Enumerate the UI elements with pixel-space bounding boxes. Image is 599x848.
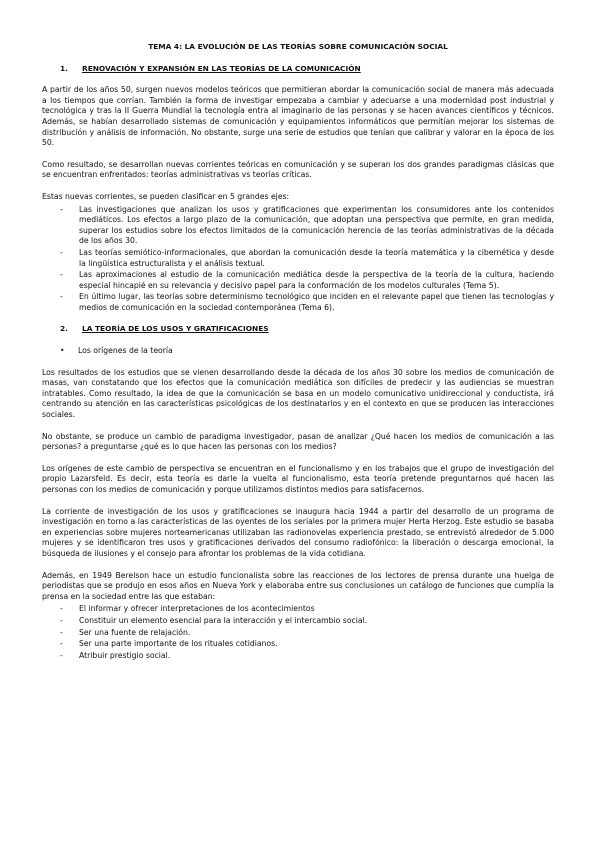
section-1-heading (60, 64, 554, 75)
list-item-text: En último lugar, las teorías sobre determinismo tecnológico que inciden en el relevante papel que tienen las tecnologías y medios de comunicación en la sociedad contemporánea (Tema 6). (79, 292, 554, 312)
paragraph: Como resultado, se desarrollan nuevas corrientes teóricas en comunicación y se superan los dos grandes paradigmas clásicas que se encuentran enfrentados: teorías administrativas vs teorías críticas. (42, 159, 554, 180)
dash-marker: - (60, 270, 63, 280)
paragraph: No obstante, se produce un cambio de paradigma investigador, pasan de analizar ¿Qué hacen los medios de comunicación a las personas? a preguntarse ¿qué es lo que hacen las personas con los medios? (42, 431, 554, 452)
paragraph: La corriente de investigación de los usos y gratificaciones se inaugura hacia 1944 a partir del desarrollo de un programa de investigación en torno a las características de las oyentes de los seriales por la primera mujer Herta Herzog. Este estudio se basaba en experiencias sobre mujeres norteamericanas utilizaban las radionovelas experiencia prestado, se entrevistó alrededor de 5.000 mujeres y se identificaron tres usos y gratificaciones derivados del consumo radiofónico: la liberación o descarga emocional, la búsqueda de ilusiones y el consejo para afrontar los problemas de la vida cotidiana. (42, 506, 554, 558)
list-item-text: Ser una fuente de relajación. (79, 627, 191, 637)
list-item-text: Atribuir prestigio social. (79, 650, 171, 660)
dash-marker: - (60, 639, 63, 649)
list-item (42, 604, 554, 615)
list-item (42, 628, 554, 639)
subheading-text: Los orígenes de la teoría (78, 346, 173, 356)
paragraph: Además, en 1949 Berelson hace un estudio funcionalista sobre las reacciones de los lectores de prensa durante una huelga de periodistas que se produjo en esos años en Nueva York y elaboraba entre sus conclusiones un catálogo de funciones que cumplía la prensa en la sociedad entre las que estaban: (42, 570, 554, 601)
dash-marker: - (60, 292, 63, 302)
list-item-text: Constituir un elemento esencial para la interacción y el intercambio social. (79, 615, 368, 625)
dash-marker: - (60, 627, 63, 637)
paragraph: Estas nuevas corrientes, se pueden clasificar en 5 grandes ejes: (42, 191, 290, 201)
dash-marker: - (60, 604, 63, 614)
section-1-list (42, 205, 554, 314)
list-item (42, 651, 554, 662)
list-item (42, 248, 554, 269)
list-item (42, 292, 554, 313)
list-item-text: Ser una parte importante de los rituales cotidianos. (79, 639, 278, 649)
list-item (42, 270, 554, 291)
list-item (42, 616, 554, 627)
paragraph: Los resultados de los estudios que se vienen desarrollando desde la década de los años 30 sobre los medios de comunicación de masas, van constatando que los efectos que la comunicación mediática son difíciles de predecir y las audiencias se muestran intratables. Como resultado, la idea de que la comunicación se basa en un modelo comunicativo unidireccional y conductista, irá centrando su atención en las características psicológicas de los destinatarios y en el contexto en que se producen las interacciones sociales. (42, 367, 554, 420)
list-item (42, 639, 554, 650)
section-1-number: 1. (60, 63, 68, 73)
section-2-list (42, 604, 554, 661)
list-item-text: Las teorías semiótico-informacionales, que abordan la comunicación desde la teoría matemática y la cibernética y desde la lingüística estructuralista y el análisis textual. (79, 247, 554, 268)
document-title: TEMA 4: LA EVOLUCIÓN DE LAS TEORÍAS SOBRE COMUNICACIÓN SOCIAL (148, 42, 448, 51)
paragraph: A partir de los años 50, surgen nuevos modelos teóricos que permitieran abordar la comunicación social de manera más adecuada a los tiempos que corrían. También la forma de investigar empezaba a cambiar y adecuarse a una modernidad post industrial y tecnológica y tras la II Guerra Mundial la tecnología entra al imaginario de las personas y se hacen avances científicos y técnicos. Además, se habían desarrollado sistemas de comunicación y equipamientos informáticos que permitían mejorar los sistemas de distribución y análisis de información. No obstante, surge una serie de estudios que tenían que calibrar y valorar en la época de los 50. (42, 85, 554, 148)
subheading (60, 346, 554, 357)
list-item-text: El informar y ofrecer interpretaciones de los acontecimientos (79, 604, 315, 614)
section-2-number: 2. (60, 324, 68, 334)
section-1-title: RENOVACIÓN Y EXPANSIÓN EN LAS TEORÍAS DE LA COMUNICACIÓN (82, 63, 361, 73)
dash-marker: - (60, 650, 63, 660)
section-2-title: LA TEORÍA DE LOS USOS Y GRATIFICACIONES (82, 324, 269, 334)
list-item (42, 205, 554, 247)
list-item-text: Las aproximaciones al estudio de la comunicación mediática desde la perspectiva de la teoría de la cultura, haciendo especial hincapié en su relevancia y decisivo papel para la conformación de los modelos culturales (Tema 5). (79, 270, 554, 290)
paragraph: Los orígenes de este cambio de perspectiva se encuentran en el funcionalismo y en los trabajos que el grupo de investigación del propio Lazarsfeld. Es decir, esta teoría es darle la vuelta al funcionalismo, esta teoría pretende preguntarnos qué hacen las personas con los medios de comunicación y porque utilizamos distintos medios para satisfacernos. (42, 463, 554, 494)
dash-marker: - (60, 615, 63, 625)
list-item-text: Las investigaciones que analizan los usos y gratificaciones que experimentan los consumidores ante los contenidos mediáticos. Los efectos a largo plazo de la comunicación, que adoptan una perspectiva que permite, en gran medida, superar los estudios sobre los efectos limitados de la comunicación herencia de las teorías administrativas de la década de los años 30. (79, 204, 554, 246)
dash-marker: - (60, 247, 63, 257)
section-2-heading (60, 324, 554, 335)
bullet-marker: • (60, 346, 65, 356)
dash-marker: - (60, 204, 63, 214)
